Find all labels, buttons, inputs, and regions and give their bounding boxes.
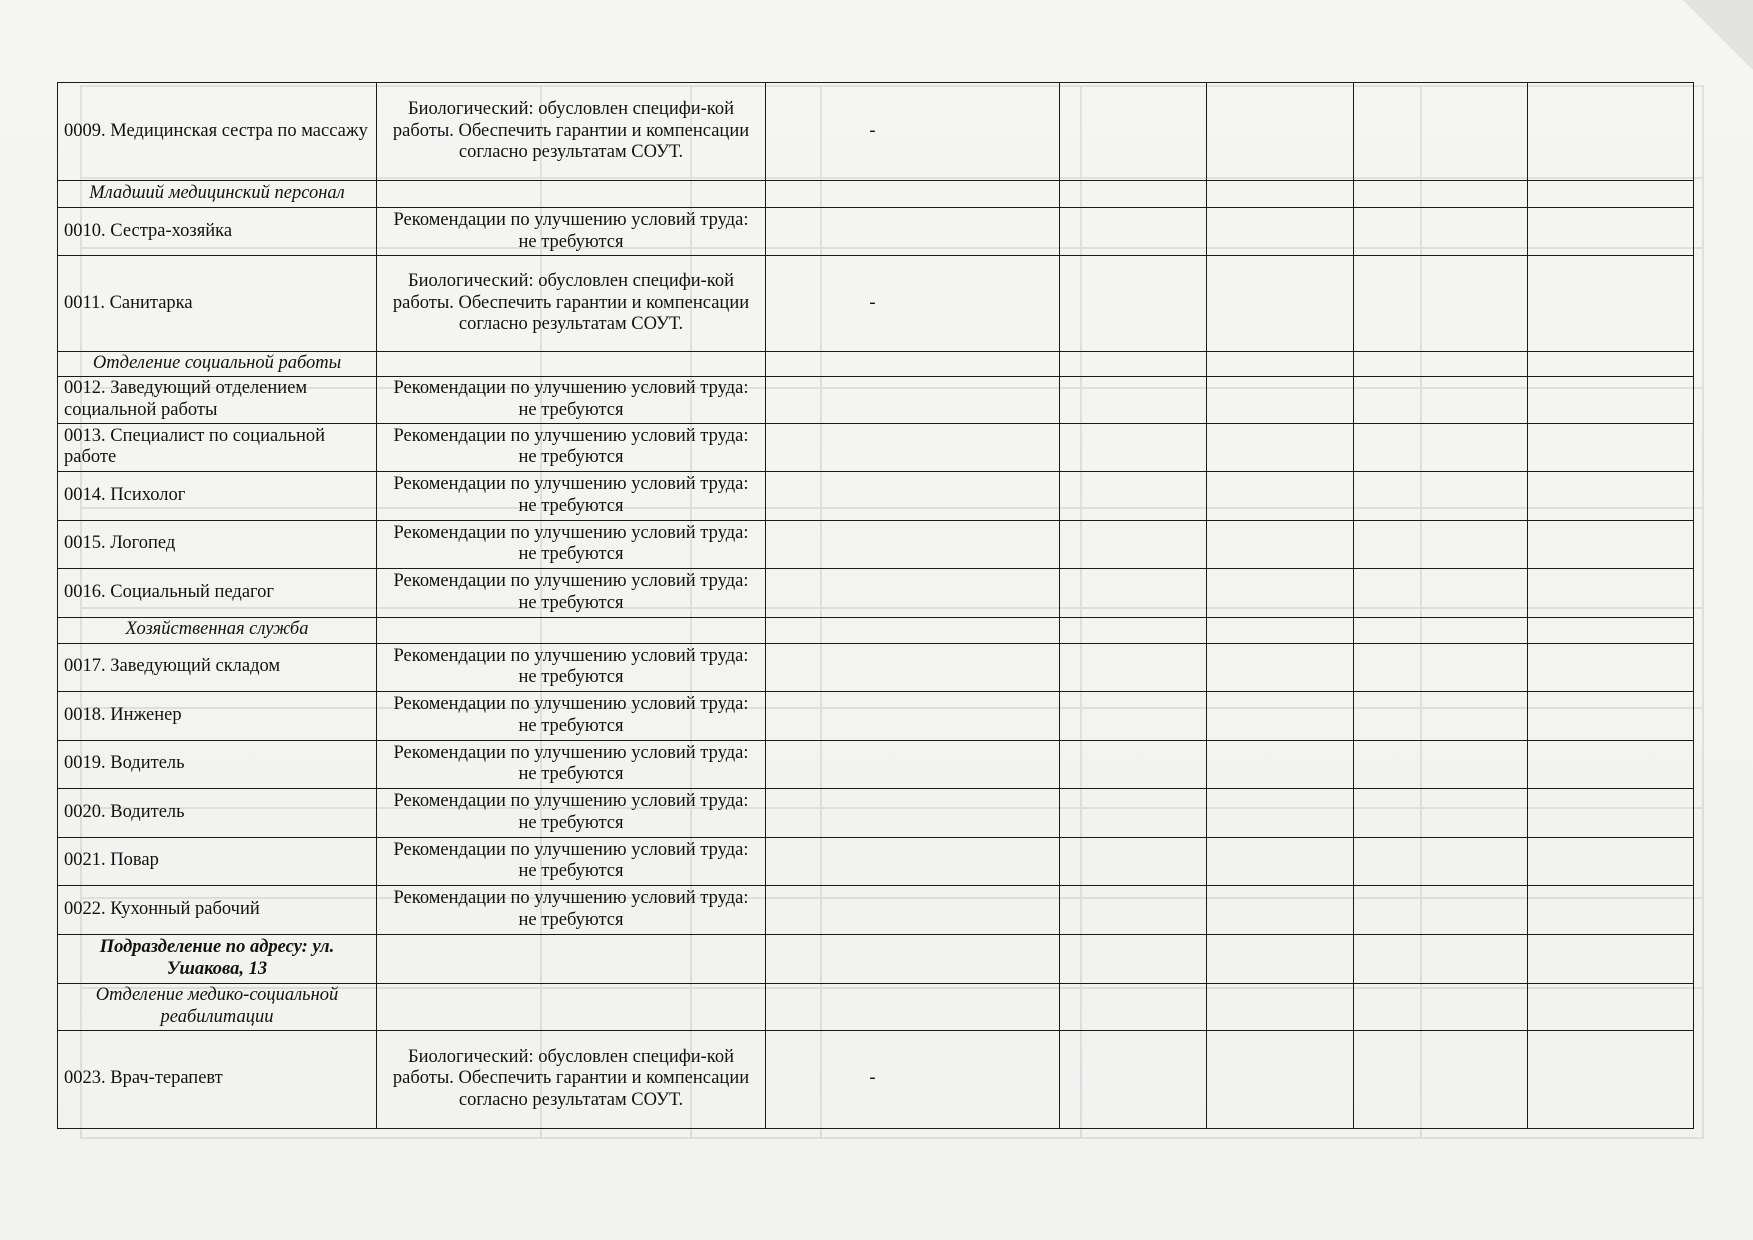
empty-cell [1354, 568, 1528, 617]
empty-cell [1060, 520, 1207, 568]
empty-cell [1207, 885, 1354, 934]
table-row [58, 520, 1694, 568]
section-title: Отделение социальной работы [58, 352, 377, 377]
empty-cell [1207, 934, 1354, 983]
section-row [58, 181, 1694, 208]
empty-cell [1354, 181, 1528, 208]
position-cell: 0020. Водитель [58, 788, 377, 837]
empty-cell [1207, 471, 1354, 520]
page-corner-fold [1683, 0, 1753, 70]
recommendation-cell: Рекомендации по улучшению условий труда: не требуются [377, 376, 766, 423]
empty-cell [766, 983, 1060, 1030]
empty-cell [1060, 617, 1207, 643]
empty-cell [1060, 691, 1207, 740]
table-row [58, 885, 1694, 934]
empty-cell [1060, 643, 1207, 691]
table-row [58, 837, 1694, 885]
empty-cell [1207, 740, 1354, 788]
empty-cell [1207, 423, 1354, 471]
table-row [58, 568, 1694, 617]
goal-cell [766, 471, 1060, 520]
table-row [58, 643, 1694, 691]
empty-cell [1207, 837, 1354, 885]
goal-cell [766, 740, 1060, 788]
recommendation-cell: Рекомендации по улучшению условий труда: не требуются [377, 788, 766, 837]
table-row [58, 691, 1694, 740]
measures-table [57, 82, 1694, 1129]
goal-cell [766, 885, 1060, 934]
position-cell: 0022. Кухонный рабочий [58, 885, 377, 934]
empty-cell [1528, 423, 1694, 471]
empty-cell [1528, 376, 1694, 423]
recommendation-cell: Биологический: обусловлен специфи-кой работы. Обеспечить гарантии и компенсации согласно результатам СОУТ. [377, 1030, 766, 1128]
section-title: Отделение медико-социальной реабилитации [58, 983, 377, 1030]
dash-mark: - [869, 1068, 876, 1089]
empty-cell [1354, 740, 1528, 788]
empty-cell [1354, 1030, 1528, 1128]
position-cell: 0015. Логопед [58, 520, 377, 568]
goal-cell [766, 568, 1060, 617]
goal-cell [766, 83, 1060, 181]
empty-cell [1207, 376, 1354, 423]
empty-cell [1354, 837, 1528, 885]
goal-cell [766, 520, 1060, 568]
goal-cell [766, 208, 1060, 256]
recommendation-cell: Рекомендации по улучшению условий труда: не требуются [377, 885, 766, 934]
recommendation-cell: Рекомендации по улучшению условий труда: не требуются [377, 740, 766, 788]
empty-cell [377, 983, 766, 1030]
empty-cell [1354, 788, 1528, 837]
empty-cell [1528, 934, 1694, 983]
empty-cell [766, 352, 1060, 377]
empty-cell [1207, 181, 1354, 208]
dash-mark: - [869, 292, 876, 313]
empty-cell [1060, 423, 1207, 471]
empty-cell [1354, 352, 1528, 377]
position-cell: 0018. Инженер [58, 691, 377, 740]
empty-cell [1528, 983, 1694, 1030]
recommendation-cell: Рекомендации по улучшению условий труда: не требуются [377, 643, 766, 691]
empty-cell [766, 617, 1060, 643]
empty-cell [1207, 208, 1354, 256]
empty-cell [1207, 1030, 1354, 1128]
empty-cell [1528, 788, 1694, 837]
recommendation-cell: Рекомендации по улучшению условий труда: не требуются [377, 837, 766, 885]
table-row [58, 83, 1694, 181]
recommendation-cell: Рекомендации по улучшению условий труда: не требуются [377, 520, 766, 568]
empty-cell [1528, 352, 1694, 377]
section-row [58, 352, 1694, 377]
empty-cell [1207, 256, 1354, 352]
position-cell: 0013. Специалист по социальной работе [58, 423, 377, 471]
empty-cell [1060, 83, 1207, 181]
position-cell: 0009. Медицинская сестра по массажу [58, 83, 377, 181]
empty-cell [1060, 788, 1207, 837]
table-body [58, 83, 1694, 1129]
recommendation-cell: Биологический: обусловлен специфи-кой работы. Обеспечить гарантии и компенсации согласно результатам СОУТ. [377, 256, 766, 352]
empty-cell [1528, 740, 1694, 788]
empty-cell [1060, 983, 1207, 1030]
goal-cell [766, 691, 1060, 740]
recommendation-cell: Рекомендации по улучшению условий труда: не требуются [377, 208, 766, 256]
empty-cell [766, 181, 1060, 208]
empty-cell [1354, 520, 1528, 568]
empty-cell [1354, 423, 1528, 471]
empty-cell [1354, 691, 1528, 740]
section-row [58, 983, 1694, 1030]
empty-cell [1528, 181, 1694, 208]
table-row [58, 376, 1694, 423]
empty-cell [1528, 471, 1694, 520]
empty-cell [1354, 208, 1528, 256]
empty-cell [1207, 983, 1354, 1030]
empty-cell [1060, 376, 1207, 423]
empty-cell [1354, 376, 1528, 423]
empty-cell [1207, 617, 1354, 643]
goal-cell [766, 423, 1060, 471]
empty-cell [1207, 691, 1354, 740]
table-row [58, 471, 1694, 520]
position-cell: 0011. Санитарка [58, 256, 377, 352]
position-cell: 0017. Заведующий складом [58, 643, 377, 691]
position-cell: 0021. Повар [58, 837, 377, 885]
table-row [58, 740, 1694, 788]
empty-cell [1060, 885, 1207, 934]
recommendation-cell: Рекомендации по улучшению условий труда: не требуются [377, 691, 766, 740]
empty-cell [1528, 256, 1694, 352]
empty-cell [1528, 83, 1694, 181]
goal-cell [766, 788, 1060, 837]
empty-cell [377, 352, 766, 377]
empty-cell [377, 181, 766, 208]
table-row [58, 788, 1694, 837]
empty-cell [1207, 83, 1354, 181]
goal-cell [766, 256, 1060, 352]
empty-cell [1060, 256, 1207, 352]
goal-cell [766, 376, 1060, 423]
position-cell: 0023. Врач-терапевт [58, 1030, 377, 1128]
empty-cell [1528, 617, 1694, 643]
table-row [58, 208, 1694, 256]
empty-cell [1354, 983, 1528, 1030]
empty-cell [1207, 352, 1354, 377]
goal-cell [766, 643, 1060, 691]
empty-cell [1060, 352, 1207, 377]
empty-cell [1207, 788, 1354, 837]
position-cell: 0014. Психолог [58, 471, 377, 520]
empty-cell [766, 934, 1060, 983]
empty-cell [1528, 691, 1694, 740]
empty-cell [1207, 643, 1354, 691]
position-cell: 0010. Сестра-хозяйка [58, 208, 377, 256]
empty-cell [1060, 181, 1207, 208]
empty-cell [1354, 471, 1528, 520]
position-cell: 0016. Социальный педагог [58, 568, 377, 617]
section-row [58, 617, 1694, 643]
empty-cell [1354, 934, 1528, 983]
section-row [58, 934, 1694, 983]
section-title: Хозяйственная служба [58, 617, 377, 643]
section-title: Младший медицинский персонал [58, 181, 377, 208]
empty-cell [1060, 208, 1207, 256]
empty-cell [1354, 885, 1528, 934]
empty-cell [377, 617, 766, 643]
position-cell: 0019. Водитель [58, 740, 377, 788]
empty-cell [1060, 568, 1207, 617]
empty-cell [1060, 934, 1207, 983]
recommendation-cell: Рекомендации по улучшению условий труда: не требуются [377, 423, 766, 471]
empty-cell [1354, 617, 1528, 643]
position-cell: 0012. Заведующий отделением социальной работы [58, 376, 377, 423]
empty-cell [1354, 643, 1528, 691]
table-row [58, 423, 1694, 471]
empty-cell [1207, 520, 1354, 568]
empty-cell [1528, 208, 1694, 256]
empty-cell [377, 934, 766, 983]
empty-cell [1060, 1030, 1207, 1128]
empty-cell [1354, 256, 1528, 352]
empty-cell [1060, 740, 1207, 788]
empty-cell [1528, 568, 1694, 617]
recommendation-cell: Рекомендации по улучшению условий труда: не требуются [377, 568, 766, 617]
empty-cell [1528, 643, 1694, 691]
recommendation-cell: Биологический: обусловлен специфи-кой работы. Обеспечить гарантии и компенсации согласно результатам СОУТ. [377, 83, 766, 181]
empty-cell [1528, 520, 1694, 568]
section-title: Подразделение по адресу: ул. Ушакова, 13 [58, 934, 377, 983]
empty-cell [1528, 1030, 1694, 1128]
empty-cell [1528, 885, 1694, 934]
empty-cell [1060, 471, 1207, 520]
dash-mark: - [869, 120, 876, 141]
recommendation-cell: Рекомендации по улучшению условий труда: не требуются [377, 471, 766, 520]
goal-cell [766, 837, 1060, 885]
empty-cell [1060, 837, 1207, 885]
empty-cell [1207, 568, 1354, 617]
empty-cell [1354, 83, 1528, 181]
empty-cell [1528, 837, 1694, 885]
table-row [58, 1030, 1694, 1128]
goal-cell [766, 1030, 1060, 1128]
table-row [58, 256, 1694, 352]
